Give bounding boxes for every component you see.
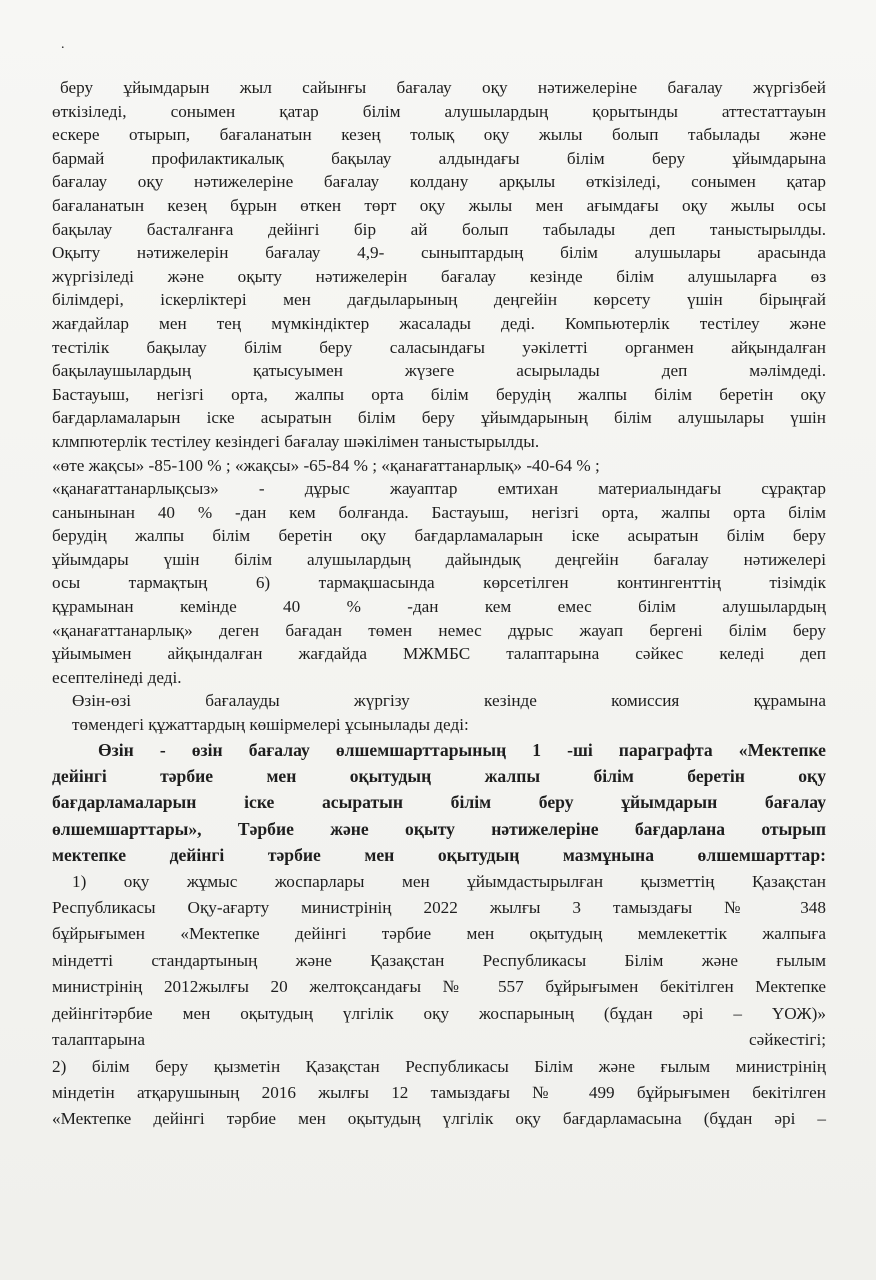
text-line: Бастауыш, негізгі орта, жалпы орта білім берудің жалпы білім беретін оқу [52, 384, 826, 404]
list-item-line: министрінің 2012жылғы 20 желтоқсандағы № 557 бұйрығымен бекітілген Мектепке [52, 977, 826, 997]
text-line: жүргізіледі және оқыту нәтижелерін бағалау кезінде білім алушыларға өз [52, 266, 826, 286]
text-line: бақылаушылардың қатысуымен жүзеге асырылады деп мәлімдеді. [52, 361, 826, 381]
list-item-line: 1) оқу жұмыс жоспарлары мен ұйымдастырылған қызметтің Қазақстан [72, 871, 826, 891]
list-item-line: міндетті стандартының және Қазақстан Республикасы Білім және ғылым [52, 950, 826, 970]
text-line: төмендегі құжаттардың көшірмелері ұсынылады деді: [72, 715, 469, 735]
list-item-line: Республикасы Оқу-ағарту министрінің 2022 жылғы 3 тамыздағы № 348 [52, 898, 826, 918]
text-line: клмпютерлік тестілеу кезіндегі бағалау шәкілімен таныстырылды. [52, 431, 540, 451]
paragraph-assessment [52, 76, 826, 689]
top-mark: . [61, 37, 65, 52]
text-line: бақылау басталғанға дейінгі бір ай болып табылады деп таныстырылды. [52, 219, 826, 239]
text-line: бағалау оқу нәтижелеріне бағалау колдану арқылы өткізіледі, сонымен қатар [52, 172, 826, 192]
list-item-line: міндетін атқарушының 2016 жылғы 12 тамыздағы № 499 бұйрығымен бекітілген [52, 1082, 826, 1102]
text-line: ұйымымен айқындалған жағдайда МЖМБС талаптарына сәйкес келеді деп [52, 644, 826, 664]
text-line: бағаланатын кезең бұрын өткен төрт оқу жылы мен ағымдағы оқу жылы осы [52, 195, 826, 215]
criteria-heading [52, 737, 826, 869]
document-body [52, 76, 826, 1133]
text-line: берудің жалпы білім беретін оқу бағдарламаларын іске асыратын білім беру [52, 526, 826, 546]
heading-line: бағдарламаларын іске асыратын білім беру ұйымдарын бағалау [52, 792, 826, 813]
text-line: есептелінеді деді. [52, 667, 182, 687]
list-item-line: дейінгітәрбие мен оқытудың үлгілік оқу жоспарының (бұдан әрі – ҮОЖ)» [52, 1003, 826, 1023]
text-line: бағдарламаларын іске асыратын білім беру ұйымдарының білім алушылары үшін [52, 408, 826, 428]
text-line: беру ұйымдарын жыл сайынғы бағалау оқу нәтижелеріне бағалау жүргізбей [60, 78, 826, 97]
text-line: білімдері, іскерліктері мен дағдыларының деңгейін көрсету үшін бірыңғай [52, 290, 826, 310]
list-item-line: талаптарына сәйкестігі; [52, 1030, 826, 1050]
text-line: «қанағаттанарлықсыз» - дұрыс жауаптар емтихан материалындағы сұрақтар [52, 479, 826, 499]
list-item-line: бұйрығымен «Мектепке дейінгі тәрбие мен оқытудың мемлекеттік жалпыға [52, 924, 826, 944]
text-line: «қанағаттанарлық» деген бағадан төмен немес дұрыс жауап бергені білім беру [52, 620, 826, 640]
text-line: бармай профилактикалық бақылау алдындағы білім беру ұйымдарына [52, 148, 826, 168]
text-line: Оқыту нәтижелерін бағалау 4,9- сыныптардың білім алушылары арасында [52, 243, 826, 263]
heading-line: дейінгі тәрбие мен оқытудың жалпы білім беретін оқу [52, 766, 826, 787]
criteria-list [52, 869, 826, 1133]
list-item-line: «Мектепке дейінгі тәрбие мен оқытудың үлгілік оқу бағдарламасына (бұдан әрі – [52, 1109, 826, 1129]
text-line: құрамынан кемінде 40 % -дан кем емес білім алушылардың [52, 597, 826, 617]
grading-scale-line: «өте жақсы» -85-100 % ; «жақсы» -65-84 % ; «қанағаттанарлық» -40-64 % ; [52, 455, 600, 475]
heading-line: Өзін - өзін бағалау өлшемшарттарының 1 -ші параграфта «Мектепке [98, 739, 826, 760]
text-line: Өзін-өзі бағалауды жүргізу кезінде комиссия құрамына [72, 691, 826, 711]
text-line: санынынан 40 % -дан кем болғанда. Бастауыш, негізгі орта, жалпы орта білім [52, 502, 826, 522]
text-line: өткізіледі, сонымен қатар білім алушылардың қорытынды аттестаттауын [52, 101, 826, 121]
text-line: ұйымдары үшін білім алушылардың дайындық деңгейін бағалау нәтижелері [52, 549, 826, 569]
heading-line: өлшемшарттары», Тәрбие және оқыту нәтижелеріне бағдарлана отырып [52, 818, 826, 839]
paragraph-self-assessment-documents [52, 689, 826, 736]
text-line: осы тармақтың 6) тармақшасында көрсетілген контингенттің тізімдік [52, 573, 826, 593]
text-line: тестілік бақылау білім беру саласындағы уәкілетті органмен айқындалған [52, 337, 826, 357]
heading-line: мектепке дейінгі тәрбие мен оқытудың мазмұнына өлшемшарттар: [52, 845, 826, 866]
list-item-line: 2) білім беру қызметін Қазақстан Республикасы Білім және ғылым министрінің [52, 1056, 826, 1076]
text-line: ескере отырып, бағаланатын кезең толық оқу жылы болып табылады және [52, 125, 826, 145]
text-line: жағдайлар мен тең мүмкіндіктер жасалады деді. Компьютерлік тестілеу және [52, 313, 826, 333]
